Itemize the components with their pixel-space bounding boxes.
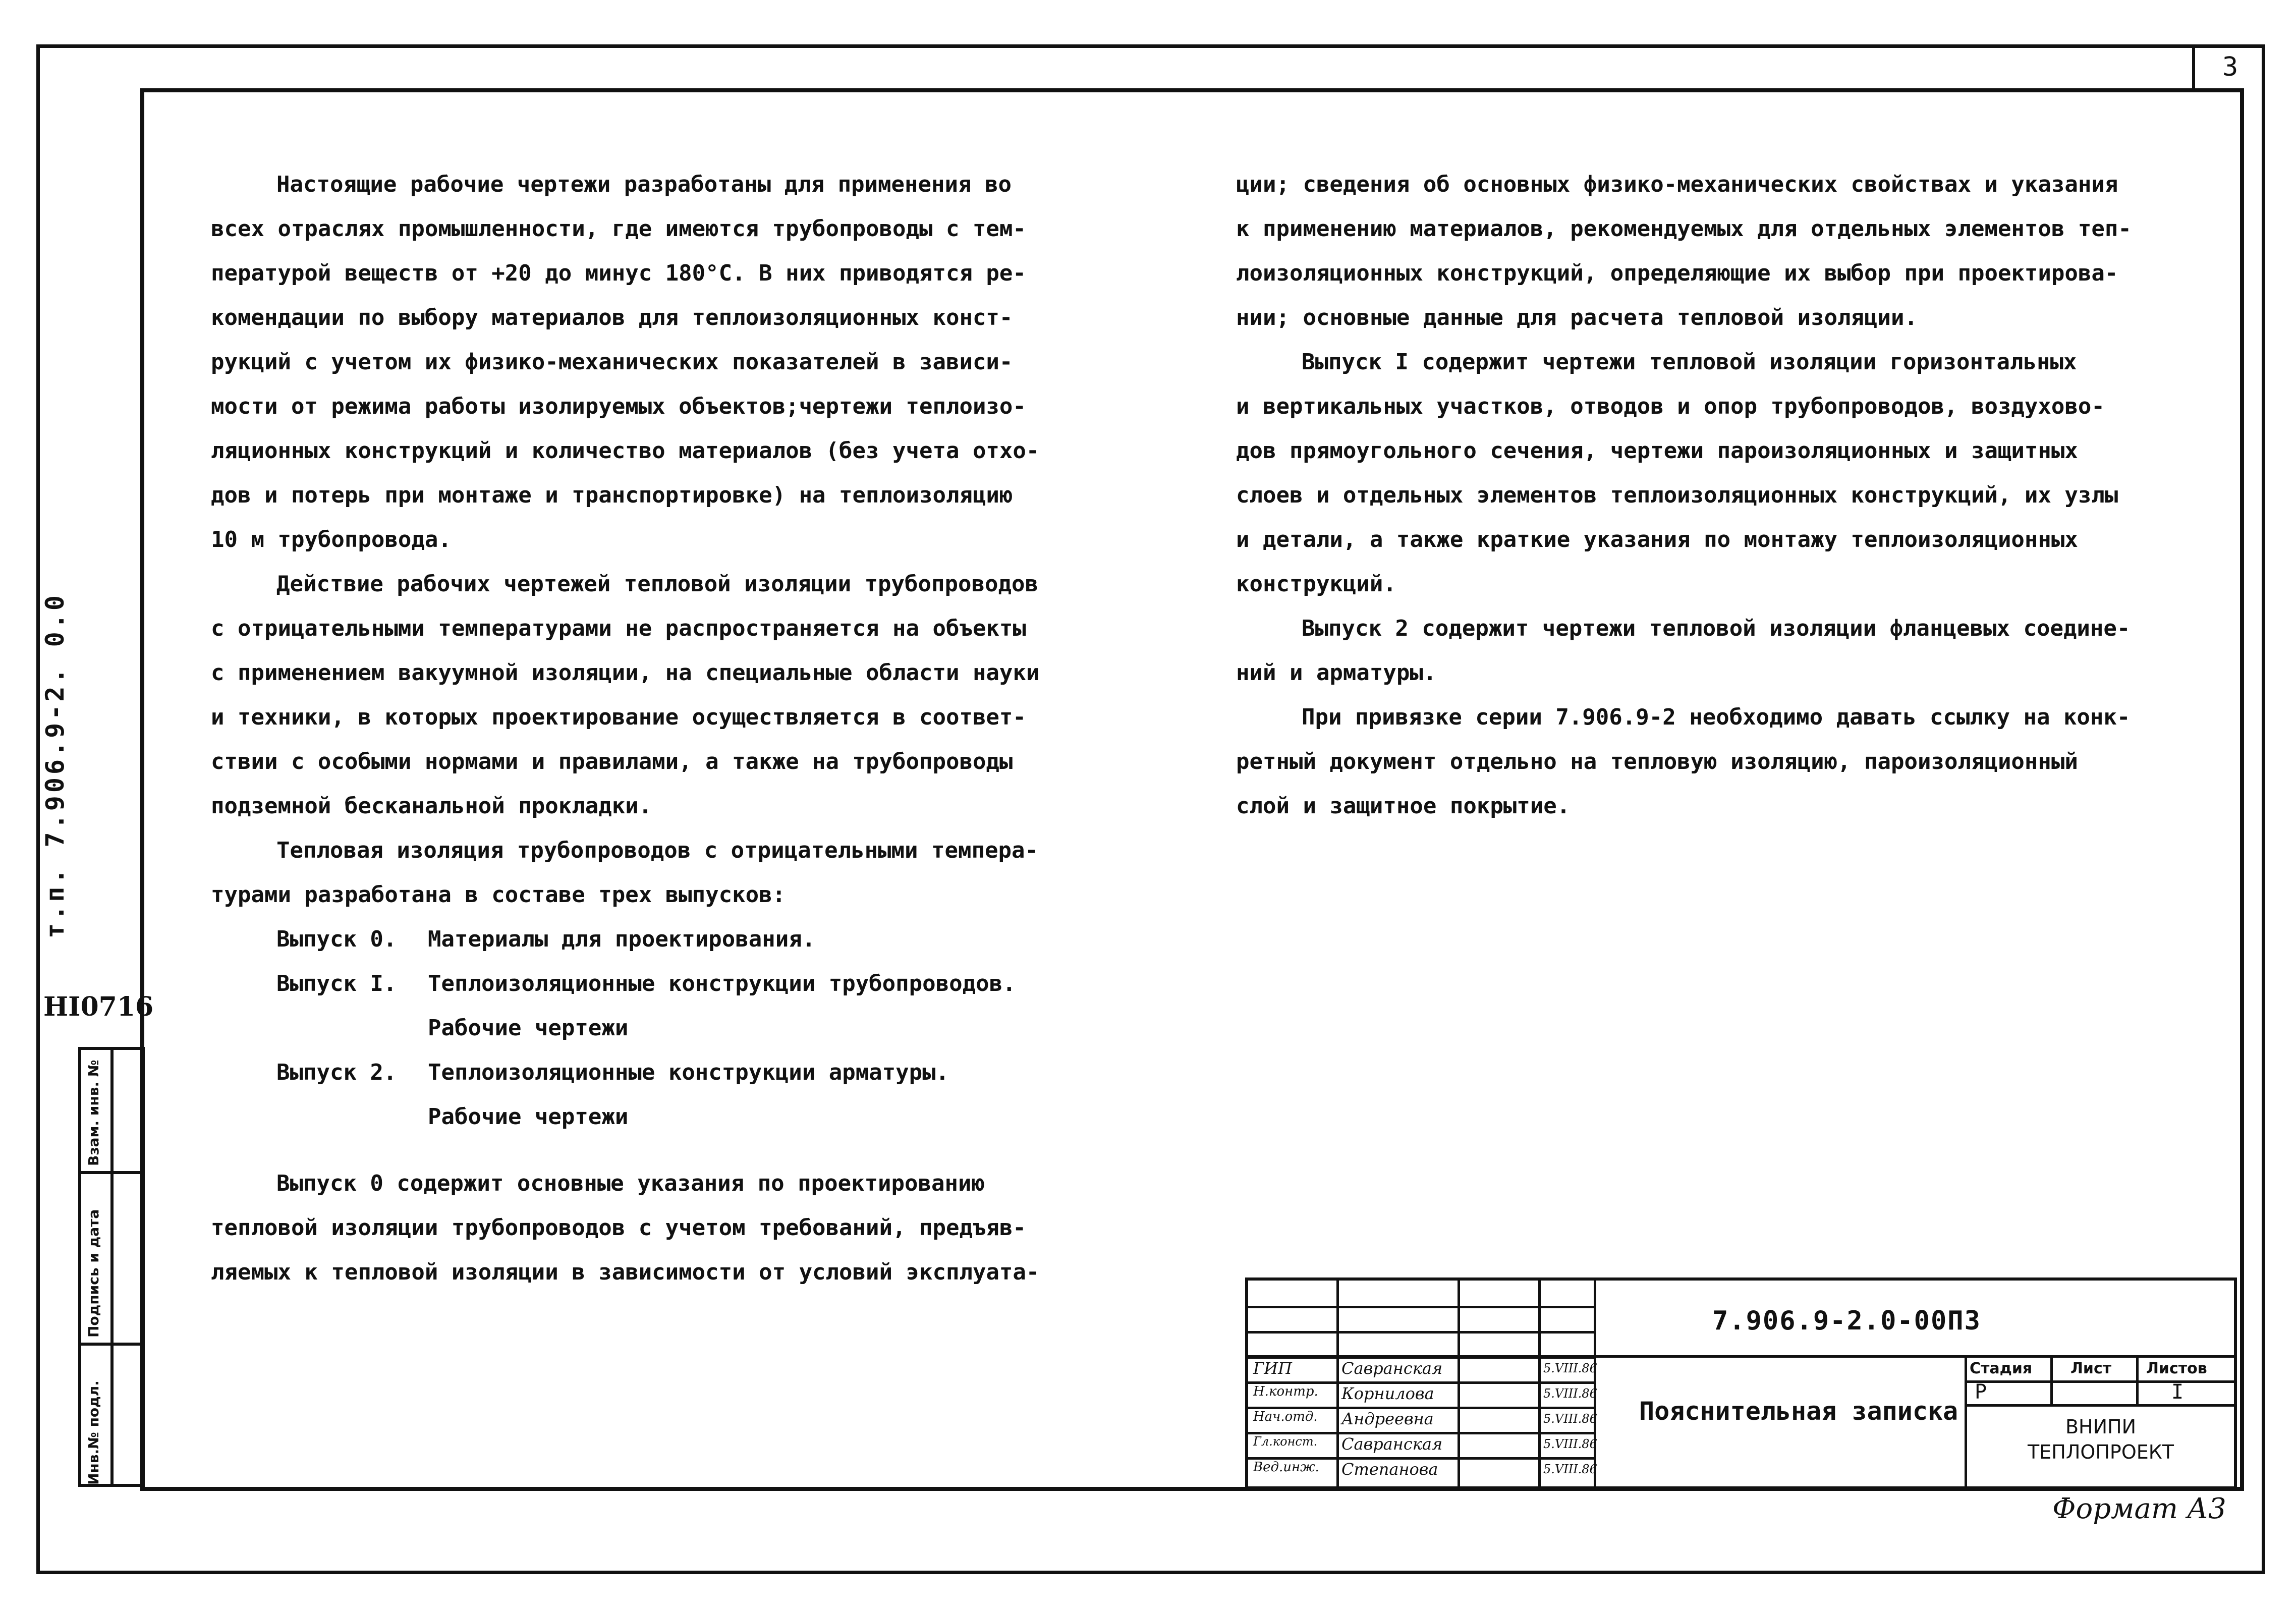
signature-name: Савранская (1341, 1434, 1443, 1454)
signature-date: 5.VIII.86 (1543, 1386, 1597, 1401)
text-line: комендации по выбору материалов для теплоизоляционных конст- (211, 305, 1013, 330)
document-code: 7.906.9-2.0-00ПЗ (1712, 1306, 1981, 1336)
text-line: дов и потерь при монтаже и транспортировке) на теплоизоляцию (211, 482, 1013, 508)
text-line: ции; сведения об основных физико-механических свойствах и указания (1236, 172, 2118, 197)
sheets-value: I (2171, 1380, 2184, 1404)
sheet-header: Лист (2070, 1360, 2112, 1377)
text-line: подземной бесканальной прокладки. (211, 793, 652, 819)
text-line: Выпуск I содержит чертежи тепловой изоляции горизонтальных (1302, 349, 2077, 375)
text-line: к применению материалов, рекомендуемых для отдельных элементов теп- (1236, 216, 2132, 242)
issue-list-item: Выпуск I. Теплоизоляционные конструкции трубопроводов. (276, 971, 1016, 996)
text-line: пературой веществ от +20 до минус 180°С. В них приводятся ре- (211, 260, 1026, 286)
text-line: дов прямоугольного сечения, чертежи пароизоляционных и защитных (1236, 438, 2078, 464)
text-line: и детали, а также краткие указания по монтажу теплоизоляционных (1236, 527, 2078, 552)
text-line: 10 м трубопровода. (211, 527, 452, 552)
text-line: турами разработана в составе трех выпусков: (211, 882, 786, 908)
title-block (1245, 1277, 2237, 1489)
text-line: При привязке серии 7.906.9-2 необходимо давать ссылку на конк- (1302, 704, 2131, 730)
signature-role: Нач.отд. (1253, 1409, 1318, 1424)
text-line: Выпуск 0 содержит основные указания по проектированию (276, 1171, 985, 1196)
text-line: ляемых к тепловой изоляции в зависимости от условий эксплуата- (211, 1259, 1040, 1285)
signature-date: 5.VIII.86 (1543, 1437, 1597, 1451)
text-line: тепловой изоляции трубопроводов с учетом требований, предъяв- (211, 1215, 1026, 1241)
text-line: ляционных конструкций и количество материалов (без учета отхо- (211, 438, 1040, 464)
archive-number: HI0716 (43, 991, 154, 1022)
stage-value: Р (1975, 1380, 1987, 1404)
signature-date: 5.VIII.86 (1543, 1412, 1597, 1426)
signature-name: Андреевна (1341, 1409, 1434, 1428)
text-line: Настоящие рабочие чертежи разработаны для применения во (276, 172, 1012, 197)
signature-role: Гл.конст. (1253, 1434, 1318, 1449)
signature-date: 5.VIII.86 (1543, 1462, 1597, 1476)
text-line: слой и защитное покрытие. (1236, 793, 1571, 819)
issue-list-item: Выпуск 2. Теплоизоляционные конструкции арматуры. (276, 1060, 949, 1085)
document-title: Пояснительная записка (1639, 1397, 1958, 1426)
text-line: рукций с учетом их физико-механических показателей в зависи- (211, 349, 1013, 375)
page-number: 3 (2192, 44, 2265, 90)
format-label: Формат А3 (2052, 1492, 2226, 1525)
text-line: Действие рабочих чертежей тепловой изоляции трубопроводов (276, 571, 1038, 597)
text-line: конструкций. (1236, 571, 1396, 597)
text-line: и техники, в которых проектирование осуществляется в соответ- (211, 704, 1026, 730)
text-line: слоев и отдельных элементов теплоизоляционных конструкций, их узлы (1236, 482, 2118, 508)
text-line: ний и арматуры. (1236, 660, 1437, 686)
right-text-column (1236, 162, 2185, 828)
text-line: Выпуск 2 содержит чертежи тепловой изоляции фланцевых соедине- (1302, 616, 2131, 641)
text-line: с отрицательными температурами не распространяется на объекты (211, 616, 1026, 641)
signature-name: Корнилова (1341, 1384, 1434, 1403)
sheets-header: Листов (2146, 1360, 2207, 1377)
text-line: лоизоляционных конструкций, определяющие их выбор при проектирова- (1236, 260, 2118, 286)
signature-name: Степанова (1341, 1460, 1438, 1479)
text-line: и вертикальных участков, отводов и опор трубопроводов, воздухово- (1236, 394, 2105, 419)
signature-role: ГИП (1253, 1359, 1292, 1378)
signature-role: Н.контр. (1253, 1384, 1318, 1399)
text-line: мости от режима работы изолируемых объектов;чертежи теплоизо- (211, 394, 1026, 419)
text-line: нии; основные данные для расчета тепловой изоляции. (1236, 305, 1918, 330)
organization: ВНИПИ ТЕПЛОПРОЕКТ (2028, 1416, 2174, 1463)
text-line: всех отраслях промышленности, где имеются трубопроводы с тем- (211, 216, 1026, 242)
text-line: ретный документ отдельно на тепловую изоляцию, пароизоляционный (1236, 749, 2078, 774)
text-line: ствии с особыми нормами и правилами, а также на трубопроводы (211, 749, 1013, 774)
signature-date: 5.VIII.86 (1543, 1361, 1597, 1375)
stage-header: Стадия (1970, 1360, 2033, 1377)
text-line: с применением вакуумной изоляции, на специальные области науки (211, 660, 1040, 686)
issue-list-item: Выпуск 0. Материалы для проектирования. (276, 926, 816, 952)
text-line: Тепловая изоляция трубопроводов с отрицательными темпера- (276, 838, 1038, 863)
signature-role: Вед.инж. (1253, 1460, 1319, 1475)
approval-stamp-strip: Инв.№ подл. Подпись и дата Взам. инв. № (78, 1047, 145, 1487)
left-text-column: Настоящие рабочие чертежи разработаны для применения во всех отраслях промышленности, где имеются трубопроводы с тем- пературой веществ от +20 до минус 180°С. В них приводятся ре- комендации по выбору материалов для теплоизоляционных конст- рукций с учетом их физико-механических показателей в зависи- мости от режима работы изолируемых объектов;чертежи теплоизо- ляционных конструкций и количество материалов (без учета отхо- дов и потерь при монтаже и транспортировке) на теплоизоляцию 10 м трубопровода. Действие рабочих чертежей тепловой изоляции трубопроводов с отрицательными температурами не распространяется на объекты с применением вакуумной изоляции, на специальные области науки и техники, в которых проектирование осуществляется в соответ- ствии с особыми нормами и правилами, а также на трубопроводы подземной бесканальной прокладки. Тепловая изоляция трубопроводов с отрицательными темпера- турами разработана в составе трех выпусков: Выпуск 0. Материалы для проектирования. Выпуск I. Теплоизоляционные конструкции трубопроводов. Рабочие чертежи Выпуск 2. Теплоизоляционные конструкции арматуры. Рабочие чертежи Выпуск 0 содержит основные указания по проектированию тепловой изоляции трубопроводов с учетом требований, предъяв- ляемых к тепловой изоляции в зависимости от условий эксплуата- (211, 162, 1079, 1295)
signature-name: Савранская (1341, 1359, 1443, 1378)
